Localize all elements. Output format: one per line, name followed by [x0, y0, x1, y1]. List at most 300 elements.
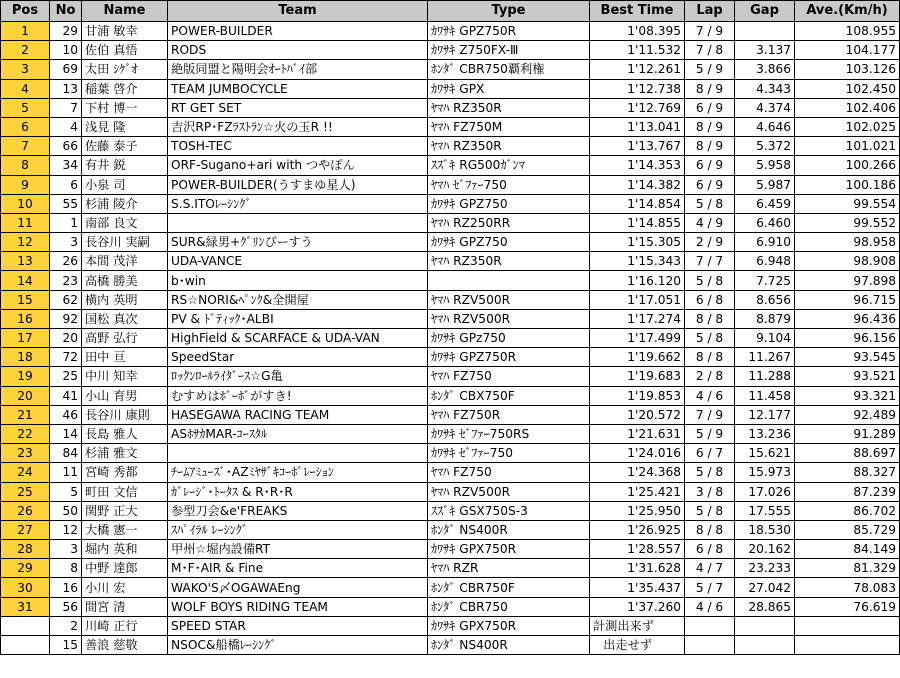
col-header-best-time: Best Time — [590, 1, 685, 22]
gap-cell: 11.267 — [735, 348, 795, 367]
best-time-cell: 1'19.662 — [590, 348, 685, 367]
number-cell: 20 — [50, 329, 82, 348]
lap-cell: 3 / 8 — [685, 482, 735, 501]
gap-cell: 11.458 — [735, 386, 795, 405]
machine-type-cell: ﾔﾏﾊ RZR — [428, 559, 590, 578]
number-cell: 3 — [50, 233, 82, 252]
table-row — [1, 233, 900, 252]
pos-cell: 27 — [1, 520, 50, 539]
gap-cell: 6.910 — [735, 233, 795, 252]
gap-cell: 5.372 — [735, 137, 795, 156]
number-cell: 84 — [50, 444, 82, 463]
table-row — [1, 348, 900, 367]
number-cell: 1 — [50, 213, 82, 232]
number-cell: 13 — [50, 79, 82, 98]
col-header-pos: Pos — [1, 1, 50, 22]
number-cell: 10 — [50, 41, 82, 60]
average-speed-cell: 96.156 — [795, 329, 900, 348]
team-cell — [168, 213, 428, 232]
average-speed-cell: 100.266 — [795, 156, 900, 175]
table-row — [1, 482, 900, 501]
gap-cell — [735, 636, 795, 655]
rider-name-cell: 稲葉 啓介 — [82, 79, 168, 98]
number-cell: 34 — [50, 156, 82, 175]
gap-cell: 3.137 — [735, 41, 795, 60]
table-row — [1, 60, 900, 79]
average-speed-cell: 108.955 — [795, 22, 900, 41]
table-row — [1, 444, 900, 463]
machine-type-cell: ﾎﾝﾀﾞ CBR750 — [428, 597, 590, 616]
best-time-cell: 1'35.437 — [590, 578, 685, 597]
average-speed-cell: 99.552 — [795, 213, 900, 232]
average-speed-cell — [795, 636, 900, 655]
average-speed-cell: 102.406 — [795, 98, 900, 117]
team-cell: ﾁｰﾑｱﾐｭｰｽﾞ･AZﾐﾔｻﾞｷｺｰﾎﾟﾚｰｼｮﾝ — [168, 463, 428, 482]
team-cell: POWER-BUILDER(うすまゆ星人) — [168, 175, 428, 194]
best-time-cell: 1'12.261 — [590, 60, 685, 79]
best-time-cell: 1'17.499 — [590, 329, 685, 348]
lap-cell: 5 / 7 — [685, 578, 735, 597]
pos-cell: 25 — [1, 482, 50, 501]
table-row — [1, 309, 900, 328]
average-speed-cell: 93.521 — [795, 367, 900, 386]
rider-name-cell: 小山 育男 — [82, 386, 168, 405]
machine-type-cell: ｶﾜｻｷ GPX750R — [428, 540, 590, 559]
lap-cell: 5 / 8 — [685, 271, 735, 290]
table-row — [1, 137, 900, 156]
machine-type-cell: ﾎﾝﾀﾞ CBX750F — [428, 386, 590, 405]
rider-name-cell: 太田 ｼｹﾞｵ — [82, 60, 168, 79]
gap-cell: 4.374 — [735, 98, 795, 117]
team-cell: 吉沢RP･FZﾗｽﾄﾗﾝ☆火の玉R !! — [168, 117, 428, 136]
machine-type-cell: ﾔﾏﾊ FZ750 — [428, 463, 590, 482]
number-cell: 5 — [50, 482, 82, 501]
number-cell: 55 — [50, 194, 82, 213]
best-time-cell: 1'17.274 — [590, 309, 685, 328]
team-cell: RT GET SET — [168, 98, 428, 117]
best-time-cell: 1'12.738 — [590, 79, 685, 98]
pos-cell: 14 — [1, 271, 50, 290]
table-row — [1, 213, 900, 232]
machine-type-cell: ｶﾜｻｷ GPX — [428, 79, 590, 98]
average-speed-cell: 85.729 — [795, 520, 900, 539]
pos-cell: 1 — [1, 22, 50, 41]
gap-cell: 12.177 — [735, 405, 795, 424]
lap-cell — [685, 636, 735, 655]
table-row — [1, 156, 900, 175]
team-cell: TEAM JUMBOCYCLE — [168, 79, 428, 98]
rider-name-cell: 本間 茂洋 — [82, 252, 168, 271]
gap-cell: 18.530 — [735, 520, 795, 539]
machine-type-cell: ｶﾜｻｷ GPZ750 — [428, 194, 590, 213]
average-speed-cell: 102.025 — [795, 117, 900, 136]
average-speed-cell: 86.702 — [795, 501, 900, 520]
lap-cell: 7 / 7 — [685, 252, 735, 271]
pos-cell: 10 — [1, 194, 50, 213]
average-speed-cell: 78.083 — [795, 578, 900, 597]
machine-type-cell: ﾎﾝﾀﾞ CBR750F — [428, 578, 590, 597]
lap-cell: 4 / 7 — [685, 559, 735, 578]
machine-type-cell: ﾔﾏﾊ FZ750M — [428, 117, 590, 136]
gap-cell: 6.948 — [735, 252, 795, 271]
lap-cell: 6 / 8 — [685, 540, 735, 559]
best-time-cell: 1'25.950 — [590, 501, 685, 520]
pos-cell: 16 — [1, 309, 50, 328]
gap-cell: 6.460 — [735, 213, 795, 232]
rider-name-cell: 高橋 勝美 — [82, 271, 168, 290]
pos-cell: 17 — [1, 329, 50, 348]
gap-cell: 7.725 — [735, 271, 795, 290]
rider-name-cell: 甘浦 敏幸 — [82, 22, 168, 41]
col-header-type: Type — [428, 1, 590, 22]
rider-name-cell: 横内 英明 — [82, 290, 168, 309]
gap-cell: 8.656 — [735, 290, 795, 309]
rider-name-cell: 田中 亘 — [82, 348, 168, 367]
gap-cell: 27.042 — [735, 578, 795, 597]
table-row — [1, 501, 900, 520]
team-cell: RS☆NORI&ﾍﾟﾝｸ&全開屋 — [168, 290, 428, 309]
machine-type-cell: ﾔﾏﾊ FZ750 — [428, 367, 590, 386]
rider-name-cell: 佐伯 真悟 — [82, 41, 168, 60]
machine-type-cell: ﾔﾏﾊ RZ250RR — [428, 213, 590, 232]
best-time-cell: 1'24.016 — [590, 444, 685, 463]
table-row — [1, 636, 900, 655]
gap-cell: 9.104 — [735, 329, 795, 348]
machine-type-cell: ﾔﾏﾊ RZ350R — [428, 98, 590, 117]
lap-cell: 5 / 8 — [685, 463, 735, 482]
best-time-cell: 1'14.855 — [590, 213, 685, 232]
number-cell: 26 — [50, 252, 82, 271]
number-cell: 2 — [50, 616, 82, 635]
team-cell: WAKO'S〆OGAWAEng — [168, 578, 428, 597]
best-time-cell: 1'13.767 — [590, 137, 685, 156]
best-time-cell: 1'16.120 — [590, 271, 685, 290]
table-row — [1, 616, 900, 635]
best-time-cell: 1'15.343 — [590, 252, 685, 271]
rider-name-cell: 有井 鋭 — [82, 156, 168, 175]
average-speed-cell: 96.436 — [795, 309, 900, 328]
pos-cell: 9 — [1, 175, 50, 194]
team-cell: ASﾎｻｶMAR-ｺｰｽﾀﾙ — [168, 424, 428, 443]
gap-cell: 6.459 — [735, 194, 795, 213]
gap-cell: 11.288 — [735, 367, 795, 386]
best-time-cell: 1'13.041 — [590, 117, 685, 136]
lap-cell: 8 / 8 — [685, 309, 735, 328]
number-cell: 25 — [50, 367, 82, 386]
average-speed-cell — [795, 616, 900, 635]
gap-cell: 4.646 — [735, 117, 795, 136]
pos-cell: 23 — [1, 444, 50, 463]
team-cell: UDA-VANCE — [168, 252, 428, 271]
average-speed-cell: 96.715 — [795, 290, 900, 309]
number-cell: 12 — [50, 520, 82, 539]
machine-type-cell: ﾎﾝﾀﾞ NS400R — [428, 520, 590, 539]
machine-type-cell: ｽｽﾞｷ RG500ｶﾞﾝﾏ — [428, 156, 590, 175]
machine-type-cell: ｶﾜｻｷ GPX750R — [428, 616, 590, 635]
lap-cell: 5 / 8 — [685, 329, 735, 348]
average-speed-cell: 91.289 — [795, 424, 900, 443]
average-speed-cell: 92.489 — [795, 405, 900, 424]
table-row — [1, 329, 900, 348]
table-row — [1, 540, 900, 559]
lap-cell: 5 / 8 — [685, 501, 735, 520]
number-cell: 16 — [50, 578, 82, 597]
table-row — [1, 520, 900, 539]
header-row — [1, 1, 900, 22]
table-row — [1, 597, 900, 616]
table-row — [1, 175, 900, 194]
machine-type-cell: ﾔﾏﾊ RZV500R — [428, 482, 590, 501]
pos-cell: 19 — [1, 367, 50, 386]
average-speed-cell: 98.908 — [795, 252, 900, 271]
gap-cell: 23.233 — [735, 559, 795, 578]
team-cell: SUR&緑男+ｸﾞﾘﾝぴーすう — [168, 233, 428, 252]
col-header-name: Name — [82, 1, 168, 22]
machine-type-cell: ﾔﾏﾊ RZ350R — [428, 252, 590, 271]
rider-name-cell: 国松 真次 — [82, 309, 168, 328]
pos-cell: 8 — [1, 156, 50, 175]
team-cell: SPEED STAR — [168, 616, 428, 635]
table-row — [1, 559, 900, 578]
pos-cell: 20 — [1, 386, 50, 405]
pos-cell — [1, 636, 50, 655]
machine-type-cell: ｶﾜｻｷ ｾﾞﾌｧｰ750 — [428, 444, 590, 463]
lap-cell: 6 / 9 — [685, 98, 735, 117]
rider-name-cell: 善浪 慈敬 — [82, 636, 168, 655]
best-time-cell: 1'37.260 — [590, 597, 685, 616]
team-cell: TOSH-TEC — [168, 137, 428, 156]
number-cell: 41 — [50, 386, 82, 405]
lap-cell: 6 / 9 — [685, 175, 735, 194]
table-row — [1, 271, 900, 290]
average-speed-cell: 102.450 — [795, 79, 900, 98]
pos-cell: 15 — [1, 290, 50, 309]
number-cell: 62 — [50, 290, 82, 309]
table-row — [1, 252, 900, 271]
pos-cell — [1, 616, 50, 635]
team-cell: NSOC&船橋ﾚｰｼﾝｸﾞ — [168, 636, 428, 655]
rider-name-cell: 小川 宏 — [82, 578, 168, 597]
lap-cell: 8 / 9 — [685, 79, 735, 98]
pos-cell: 5 — [1, 98, 50, 117]
best-time-cell: 1'28.557 — [590, 540, 685, 559]
best-time-cell: 1'19.853 — [590, 386, 685, 405]
number-cell: 50 — [50, 501, 82, 520]
col-header-gap: Gap — [735, 1, 795, 22]
team-cell: 参型刀会&e'FREAKS — [168, 501, 428, 520]
rider-name-cell: 杉浦 雅文 — [82, 444, 168, 463]
pos-cell: 31 — [1, 597, 50, 616]
machine-type-cell: ｶﾜｻｷ GPZ750R — [428, 22, 590, 41]
average-speed-cell: 101.021 — [795, 137, 900, 156]
best-time-cell: 1'24.368 — [590, 463, 685, 482]
gap-cell: 3.866 — [735, 60, 795, 79]
average-speed-cell: 88.327 — [795, 463, 900, 482]
rider-name-cell: 間宮 清 — [82, 597, 168, 616]
lap-cell: 4 / 6 — [685, 597, 735, 616]
pos-cell: 26 — [1, 501, 50, 520]
team-cell: SpeedStar — [168, 348, 428, 367]
team-cell: ORF-Sugano+ari with つやぽん — [168, 156, 428, 175]
gap-cell — [735, 616, 795, 635]
col-header-lap: Lap — [685, 1, 735, 22]
rider-name-cell: 下村 博一 — [82, 98, 168, 117]
best-time-cell: 1'12.769 — [590, 98, 685, 117]
gap-cell: 17.026 — [735, 482, 795, 501]
rider-name-cell: 長島 雅人 — [82, 424, 168, 443]
lap-cell: 8 / 9 — [685, 117, 735, 136]
number-cell: 6 — [50, 175, 82, 194]
rider-name-cell: 浅見 隆 — [82, 117, 168, 136]
rider-name-cell: 中野 達郎 — [82, 559, 168, 578]
table-row — [1, 98, 900, 117]
best-time-cell: 1'14.382 — [590, 175, 685, 194]
col-header-team: Team — [168, 1, 428, 22]
team-cell: ﾛｯｸﾝﾛｰﾙﾗｲﾀﾞｰｽ☆G亀 — [168, 367, 428, 386]
pos-cell: 29 — [1, 559, 50, 578]
best-time-cell: 1'11.532 — [590, 41, 685, 60]
table-row — [1, 386, 900, 405]
best-time-cell: 1'15.305 — [590, 233, 685, 252]
pos-cell: 22 — [1, 424, 50, 443]
best-time-cell: 計測出来ず — [590, 616, 685, 635]
gap-cell: 17.555 — [735, 501, 795, 520]
number-cell: 14 — [50, 424, 82, 443]
team-cell: むすめはﾎﾞｰﾎﾞがすき! — [168, 386, 428, 405]
best-time-cell: 1'19.683 — [590, 367, 685, 386]
machine-type-cell: ｶﾜｻｷ ｾﾞﾌｧｰ750RS — [428, 424, 590, 443]
rider-name-cell: 川崎 正行 — [82, 616, 168, 635]
rider-name-cell: 宮崎 秀都 — [82, 463, 168, 482]
table-row — [1, 290, 900, 309]
machine-type-cell: ﾔﾏﾊ FZ750R — [428, 405, 590, 424]
team-cell: HighField & SCARFACE & UDA-VAN — [168, 329, 428, 348]
number-cell: 11 — [50, 463, 82, 482]
rider-name-cell: 関野 正大 — [82, 501, 168, 520]
gap-cell — [735, 22, 795, 41]
table-row — [1, 41, 900, 60]
number-cell: 69 — [50, 60, 82, 79]
number-cell: 29 — [50, 22, 82, 41]
average-speed-cell: 76.619 — [795, 597, 900, 616]
best-time-cell: 1'08.395 — [590, 22, 685, 41]
lap-cell: 7 / 9 — [685, 22, 735, 41]
rider-name-cell: 高野 弘行 — [82, 329, 168, 348]
gap-cell: 13.236 — [735, 424, 795, 443]
best-time-cell: 1'14.854 — [590, 194, 685, 213]
lap-cell: 5 / 9 — [685, 424, 735, 443]
team-cell — [168, 444, 428, 463]
table-row — [1, 578, 900, 597]
machine-type-cell: ﾔﾏﾊ RZV500R — [428, 290, 590, 309]
number-cell: 3 — [50, 540, 82, 559]
average-speed-cell: 97.898 — [795, 271, 900, 290]
lap-cell: 7 / 9 — [685, 405, 735, 424]
lap-cell: 8 / 9 — [685, 137, 735, 156]
pos-cell: 24 — [1, 463, 50, 482]
col-header-no: No — [50, 1, 82, 22]
average-speed-cell: 103.126 — [795, 60, 900, 79]
average-speed-cell: 104.177 — [795, 41, 900, 60]
machine-type-cell: ﾎﾝﾀﾞ NS400R — [428, 636, 590, 655]
lap-cell: 2 / 8 — [685, 367, 735, 386]
team-cell: ｽﾊﾟｲﾗﾙ ﾚｰｼﾝｸﾞ — [168, 520, 428, 539]
average-speed-cell: 93.545 — [795, 348, 900, 367]
pos-cell: 21 — [1, 405, 50, 424]
number-cell: 4 — [50, 117, 82, 136]
machine-type-cell: ｶﾜｻｷ GPZ750R — [428, 348, 590, 367]
team-cell: WOLF BOYS RIDING TEAM — [168, 597, 428, 616]
number-cell: 92 — [50, 309, 82, 328]
best-time-cell: 1'17.051 — [590, 290, 685, 309]
table-row — [1, 79, 900, 98]
lap-cell: 5 / 8 — [685, 194, 735, 213]
lap-cell: 4 / 9 — [685, 213, 735, 232]
average-speed-cell: 84.149 — [795, 540, 900, 559]
number-cell: 23 — [50, 271, 82, 290]
team-cell: PV & ﾄﾞﾃｨｯｸ･ALBI — [168, 309, 428, 328]
pos-cell: 12 — [1, 233, 50, 252]
number-cell: 8 — [50, 559, 82, 578]
team-cell: POWER-BUILDER — [168, 22, 428, 41]
rider-name-cell: 南部 良文 — [82, 213, 168, 232]
gap-cell: 28.865 — [735, 597, 795, 616]
rider-name-cell: 大橋 憲一 — [82, 520, 168, 539]
number-cell: 56 — [50, 597, 82, 616]
machine-type-cell: ﾎﾝﾀﾞ CBR750覇利権 — [428, 60, 590, 79]
number-cell: 66 — [50, 137, 82, 156]
average-speed-cell: 88.697 — [795, 444, 900, 463]
table-row — [1, 22, 900, 41]
number-cell: 15 — [50, 636, 82, 655]
average-speed-cell: 100.186 — [795, 175, 900, 194]
table-row — [1, 117, 900, 136]
col-header-ave: Ave.(Km/h) — [795, 1, 900, 22]
machine-type-cell: ｶﾜｻｷ GPZ750 — [428, 233, 590, 252]
table-row — [1, 367, 900, 386]
number-cell: 46 — [50, 405, 82, 424]
pos-cell: 4 — [1, 79, 50, 98]
pos-cell: 3 — [1, 60, 50, 79]
pos-cell: 11 — [1, 213, 50, 232]
machine-type-cell: ｶﾜｻｷ GPz750 — [428, 329, 590, 348]
lap-cell: 8 / 8 — [685, 348, 735, 367]
average-speed-cell: 99.554 — [795, 194, 900, 213]
team-cell: HASEGAWA RACING TEAM — [168, 405, 428, 424]
gap-cell: 8.879 — [735, 309, 795, 328]
gap-cell: 4.343 — [735, 79, 795, 98]
average-speed-cell: 98.958 — [795, 233, 900, 252]
table-row — [1, 405, 900, 424]
rider-name-cell: 堀内 英和 — [82, 540, 168, 559]
machine-type-cell: ｶﾜｻｷ Z750FX-Ⅲ — [428, 41, 590, 60]
rider-name-cell: 佐藤 泰子 — [82, 137, 168, 156]
pos-cell: 28 — [1, 540, 50, 559]
table-row — [1, 424, 900, 443]
gap-cell: 5.958 — [735, 156, 795, 175]
gap-cell: 15.621 — [735, 444, 795, 463]
average-speed-cell: 93.321 — [795, 386, 900, 405]
team-cell: 甲州☆堀内設備RT — [168, 540, 428, 559]
machine-type-cell: ﾔﾏﾊ ｾﾞﾌｧｰ750 — [428, 175, 590, 194]
lap-cell: 6 / 9 — [685, 156, 735, 175]
lap-cell: 6 / 7 — [685, 444, 735, 463]
table-row — [1, 463, 900, 482]
team-cell: RODS — [168, 41, 428, 60]
results-body — [1, 22, 900, 655]
machine-type-cell: ﾔﾏﾊ RZV500R — [428, 309, 590, 328]
team-cell: M･F･AIR & Fine — [168, 559, 428, 578]
